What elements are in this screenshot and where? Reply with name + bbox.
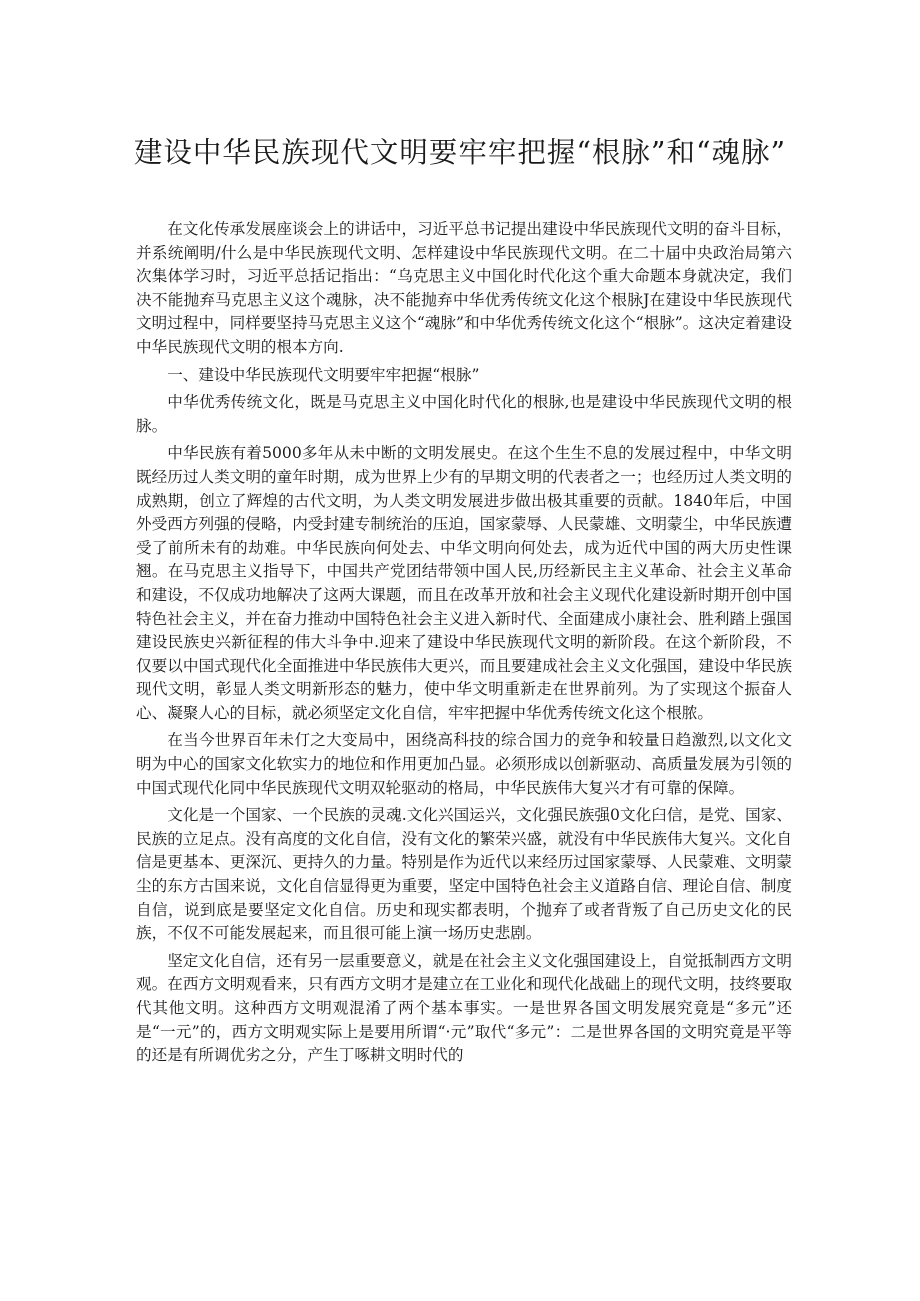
section-heading-1: 一、建设中华民族现代文明要牢牢把握“根脉” — [167, 365, 480, 384]
paragraph-intro: 在文化传承发展座谈会上的讲话中，习近平总书记提出建设中华民族现代文明的奋斗目标，并系统阐明/什么是中华民族现代文明、怎样建设中华民族现代文明。在二十届中央政治局第六次集体学习时，习近平总括记指出：“乌克思主义中国化时代化这个重大命题本身就决定，我们决不能抛弃马克思主义这个魂脉，决不能抛弃中华优秀传统文化这个根脉J在建设中华民族现代文明过程中，同样要坚持马克思主义这个“魂脉”和中华优秀传统文化这个“根脉”。这决定着建设中华民族现代文明的根本方向. — [136, 220, 792, 356]
document-title: 建设中华民族现代文明要牢牢把握“根脉”和“魂脉” — [133, 136, 787, 169]
document-body — [136, 218, 792, 1072]
paragraph: 中华民族有着5000多年从未中断的文明发展史。在这个生生不息的发展过程中，中华文明既经历过人类文明的童年时期，成为世界上少有的早期文明的代表者之一；也经历过人类文明的成熟期，创立了辉煌的古代文明，为人类文明发展进步做出极其重要的贡献。1840年后，中国外受西方列强的侵略，内受封建专制统治的压迫，国家蒙辱、人民蒙雄、文明蒙尘，中华民族遭受了前所未有的劫难。中华民族向何处去、中华文明向何处去，成为近代中国的两大历史性课翘。在马克思主义指导下，中国共产党团结带领中国人民,历经新民主主义革命、社会主义革命和建设，不仅成功地解决了这两大课题，而且在改革开放和社会主义现代化建设新时期开创中国特色社会主义，并在奋力推动中国特色社会主义进入新时代、全面建成小康社会、胜利踏上强国建设民族史兴新征程的伟大斗争中.迎来了建设中华民族现代文明的新阶段。在这个新阶段，不仅要以中国式现代化全面推进中华民族伟大更兴，而且要建成社会主义文化强国，建设中华民族现代文明，彰显人类文明新形态的魅力，使中华文明重新走在世界前列。为了实现这个振奋人心、凝聚人心的目标，就必须坚定文化自信，牢牢把握中华优秀传统文化这个根脓。 — [136, 444, 792, 722]
paragraph: 文化是一个国家、一个民族的灵魂.文化兴国运兴，文化强民族强0文化臼信，是党、国家、民族的立足点。没有高度的文化自信，没有文化的繁荣兴盛，就没有中华民族伟大复兴。文化自信是更基本、更深沉、更持久的力量。特别是作为近代以来经历过国家蒙辱、人民蒙难、文明蒙尘的东方古国来说，文化自信显得更为重要，坚定中国特色社会主义道路自信、理论自信、制度自信，说到底是要坚定文化自信。历史和现实都表明，个抛弃了或者背叛了自己历史文化的民族，不仅不可能发展起来，而且很可能上演一场历史悲剧。 — [136, 806, 792, 943]
paragraph: 在当今世界百年未仃之大变局中，困绕高科技的综合国力的竞争和较量日趋激烈,以文化文明为中心的国家文化软实力的地位和作用更加凸显。必须形成以创新驱动、高质量发展为引领的中国式现代化同中华民族现代文明双轮驱动的格局，中华民族伟大复兴才有可靠的保障。 — [136, 731, 792, 797]
paragraph: 坚定文化自信，还有另一层重要意义，就是在社会主义文化强国建设上，自觉抵制西方文明观。在西方文明观看来，只有西方文明才是建立在工业化和现代化战础上的现代文明，技终要取代其他文明。这种西方文明观混淆了两个基本事实。一是世界各国文明发展究竟是“多元”还是“一元”的，西方文明观实际上是要用所谓“·元”取代“多元”：二是世界各国的文明究竟是平等的还是有所调优劣之分，产生丁啄耕文明时代的 — [136, 951, 792, 1065]
paragraph: 中华优秀传统文化，既是马克思主义中国化时代化的根脉,也是建设中华民族现代文明的根脉。 — [136, 393, 792, 435]
